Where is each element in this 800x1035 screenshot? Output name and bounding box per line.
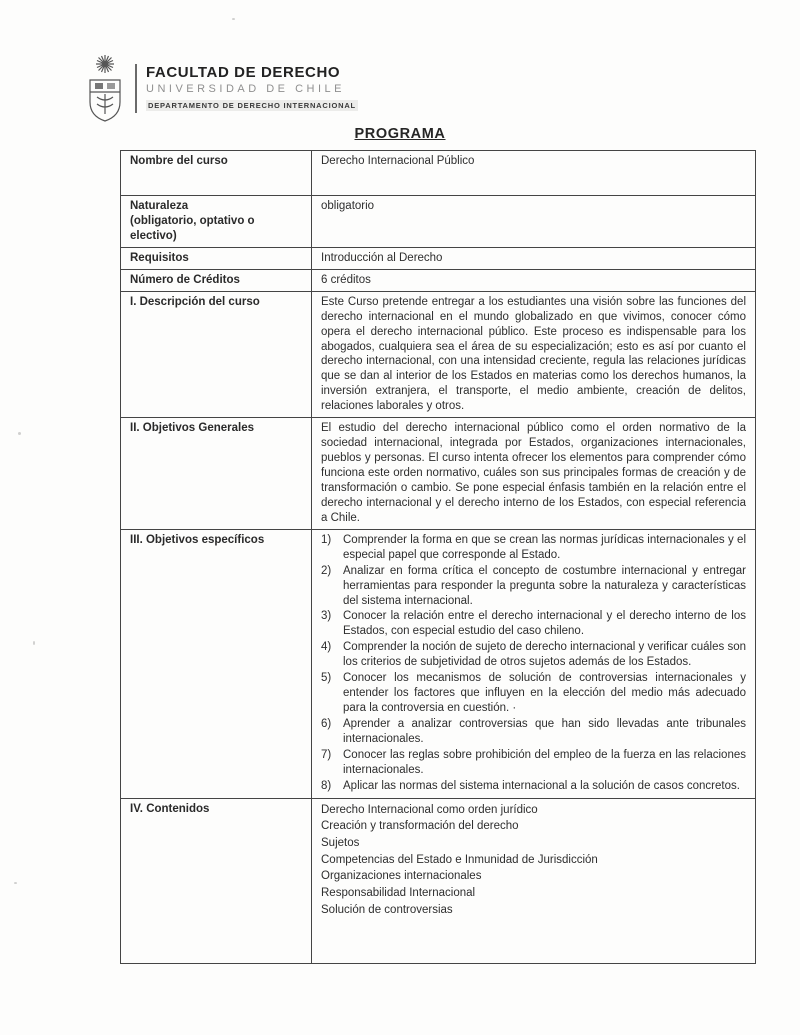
objective-item bbox=[321, 640, 746, 670]
content-item: Solución de controversias bbox=[321, 903, 453, 916]
scan-artifact bbox=[14, 882, 17, 884]
table-row-objetivos-especificos bbox=[121, 529, 756, 798]
objective-number: 3) bbox=[321, 610, 332, 623]
row-label-line2: (obligatorio, optativo o electivo) bbox=[130, 214, 255, 242]
row-value bbox=[312, 529, 756, 798]
content-item: Competencias del Estado e Inmunidad de Jurisdicción bbox=[321, 853, 598, 866]
letterhead-text bbox=[135, 64, 358, 113]
row-value: Introducción al Derecho bbox=[312, 247, 756, 269]
objective-number: 7) bbox=[321, 748, 332, 761]
department-name: DEPARTAMENTO DE DERECHO INTERNACIONAL bbox=[148, 100, 356, 110]
table-row-descripcion bbox=[121, 291, 756, 418]
universidad-de-chile-logo bbox=[82, 52, 128, 124]
row-label: Nombre del curso bbox=[121, 151, 312, 196]
objective-text: Aplicar las normas del sistema internacional a la solución de casos concretos. bbox=[343, 779, 740, 792]
row-value: El estudio del derecho internacional público como el orden normativo de la sociedad internacional, integrada por Estados, organizaciones internacionales, pueblos y personas. El curso intenta ofrecer los elementos para comprender cómo funciona este orden normativo, cuáles son sus principales formas de creación y de transformación o cambio. Se pone especial énfasis también en la relación entre el derecho internacional y el derecho interno de los Estados, con especial referencia a Chile. bbox=[312, 418, 756, 530]
objective-item bbox=[321, 564, 746, 609]
row-value: 6 créditos bbox=[312, 269, 756, 291]
objective-item bbox=[321, 609, 746, 639]
row-label: III. Objetivos específicos bbox=[121, 529, 312, 798]
table-row-objetivos-generales bbox=[121, 418, 756, 530]
objective-number: 4) bbox=[321, 641, 332, 654]
table-row-creditos bbox=[121, 269, 756, 291]
objective-item bbox=[321, 748, 746, 778]
table-row-naturaleza bbox=[121, 196, 756, 248]
row-value bbox=[312, 798, 756, 963]
content-item: Derecho Internacional como orden jurídico bbox=[321, 803, 538, 816]
objective-text: Conocer la relación entre el derecho internacional y el derecho interno de los Estados, con especial estudio del caso chileno. bbox=[343, 610, 746, 638]
row-label: II. Objetivos Generales bbox=[121, 418, 312, 530]
objective-item bbox=[321, 671, 746, 716]
faculty-name: FACULTAD DE DERECHO bbox=[146, 63, 341, 81]
row-value: Este Curso pretende entregar a los estudiantes una visión sobre las funciones del derecho internacional en el mundo globalizado en que vivimos, conocer cómo opera el derecho internacional público. Este proceso es indispensable para los abogados, cualquiera sea el área de su especialización; esto es así por cuanto el derecho internacional, con una intensidad creciente, regula las relaciones jurídicas que se dan al interior de los Estados en materias como los derechos humanos, la inversión extranjera, el transporte, el medio ambiente, creación de delitos, relaciones laborales y otros. bbox=[312, 291, 756, 418]
content-item: Sujetos bbox=[321, 837, 360, 850]
objective-text: Aprender a analizar controversias que han sido llevadas ante tribunales internacionales. bbox=[343, 718, 746, 745]
objective-text: Conocer las reglas sobre prohibición del empleo de la fuerza en las relaciones internacionales. bbox=[343, 748, 746, 776]
table-row-requisitos bbox=[121, 247, 756, 269]
row-label: Requisitos bbox=[121, 247, 312, 269]
scan-artifact bbox=[232, 18, 235, 20]
row-label-line1: Naturaleza bbox=[130, 200, 189, 212]
objective-number: 6) bbox=[321, 718, 332, 730]
table-row-contenidos bbox=[121, 798, 756, 963]
letterhead bbox=[82, 52, 358, 124]
table-row-nombre bbox=[121, 151, 756, 196]
scan-artifact bbox=[18, 432, 21, 435]
content-item: Responsabilidad Internacional bbox=[321, 887, 476, 900]
scan-artifact bbox=[33, 641, 35, 645]
objective-text: Comprender la noción de sujeto de derecho internacional y verificar cuáles son los criterios de subjetividad de otros sujetos además de los Estados. bbox=[343, 641, 746, 669]
objective-item bbox=[321, 779, 746, 794]
objective-text: Conocer los mecanismos de solución de controversias internacionales y entender los factores que influyen en la elección del medio más adecuado para la controversia en cuestión. · bbox=[343, 672, 746, 715]
university-name: UNIVERSIDAD DE CHILE bbox=[146, 82, 345, 95]
row-label: IV. Contenidos bbox=[121, 798, 312, 963]
objective-text: Comprender la forma en que se crean las normas jurídicas internacionales y el especial papel que corresponde al Estado. bbox=[343, 533, 746, 561]
objective-number: 1) bbox=[321, 533, 332, 546]
row-label: I. Descripción del curso bbox=[121, 291, 312, 418]
row-label: Número de Créditos bbox=[121, 269, 312, 291]
content-item: Creación y transformación del derecho bbox=[321, 820, 519, 833]
row-label bbox=[121, 196, 312, 248]
program-table bbox=[120, 150, 756, 964]
objective-text: Analizar en forma crítica el concepto de costumbre internacional y entregar herramientas para responder la pregunta sobre la naturaleza y características del sistema internacional. bbox=[343, 564, 746, 607]
row-value: obligatorio bbox=[312, 196, 756, 248]
document-title: PROGRAMA bbox=[354, 126, 446, 142]
content-item: Organizaciones internacionales bbox=[321, 870, 482, 883]
objective-item bbox=[321, 717, 746, 747]
objective-item bbox=[321, 533, 746, 563]
objective-number: 2) bbox=[321, 564, 332, 577]
objective-number: 5) bbox=[321, 672, 332, 685]
objective-number: 8) bbox=[321, 779, 332, 792]
row-value: Derecho Internacional Público bbox=[312, 151, 756, 196]
